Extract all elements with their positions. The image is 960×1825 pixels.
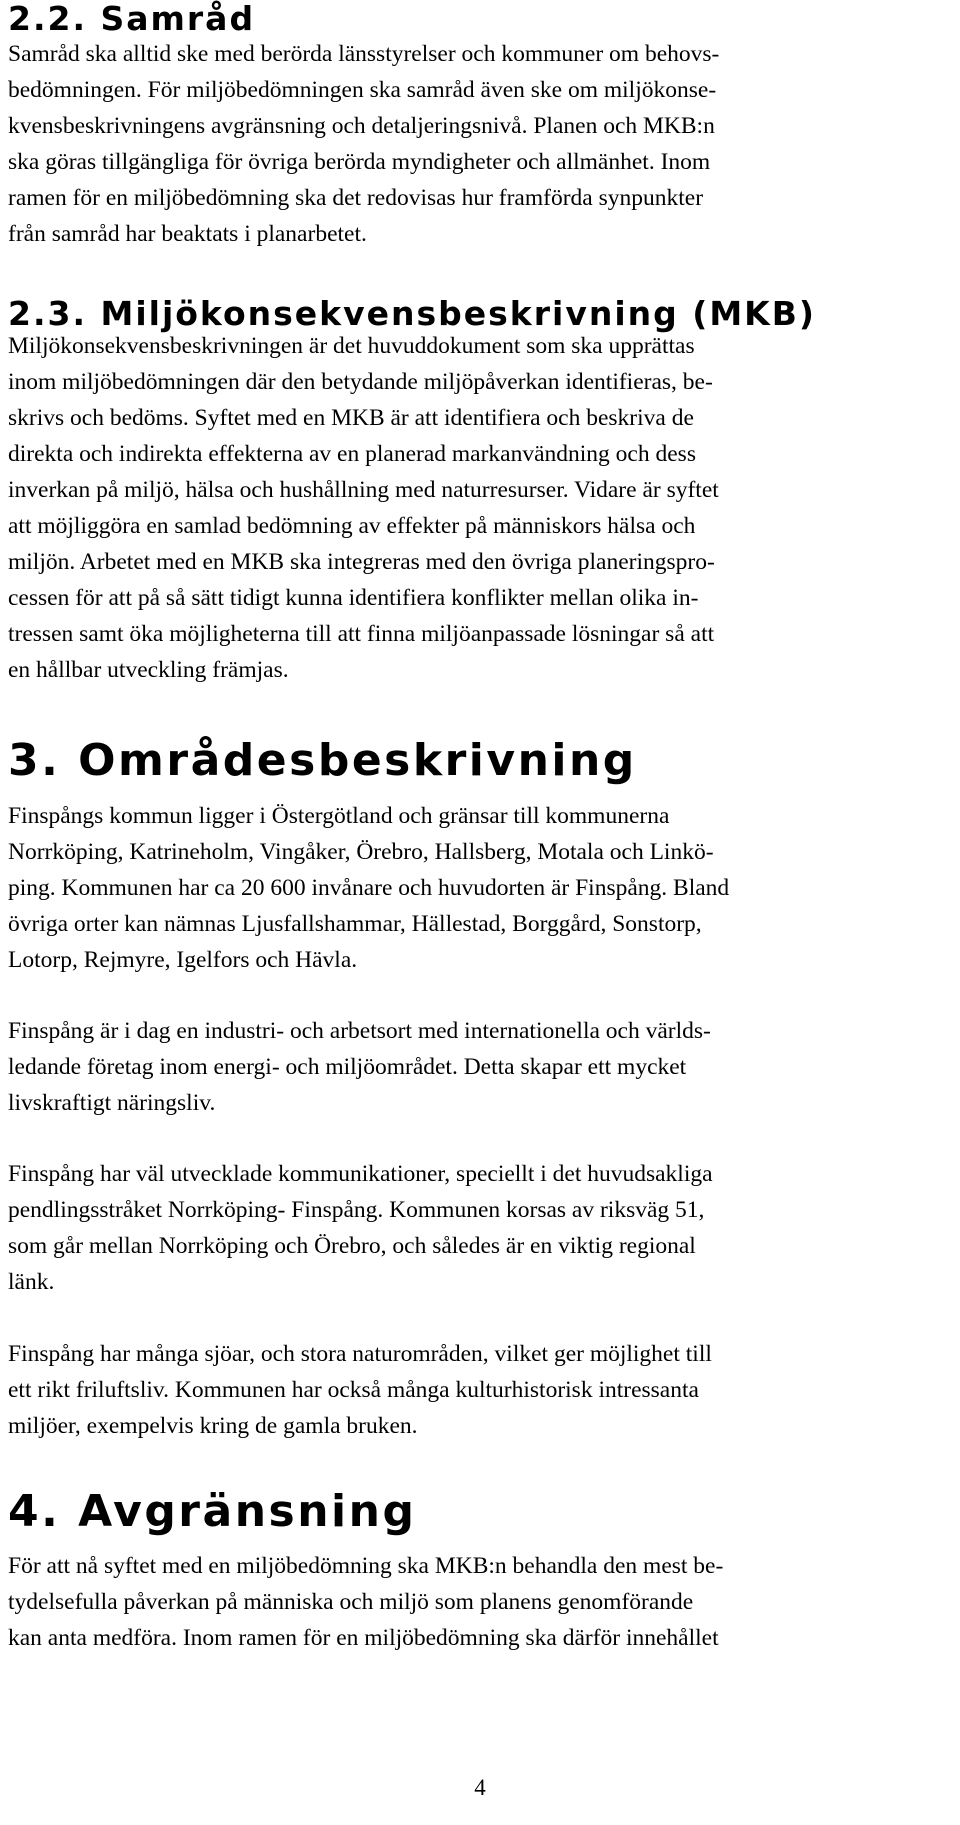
text-line: Finspång har väl utvecklade kommunikationer, speciellt i det huvudsakliga xyxy=(8,1161,713,1187)
text-line: Miljökonsekvensbeskrivningen är det huvuddokument som ska upprättas xyxy=(8,333,695,359)
text-line: inom miljöbedömningen där den betydande miljöpåverkan identifieras, be- xyxy=(8,369,713,395)
text-line: kan anta medföra. Inom ramen för en miljöbedömning ska därför innehållet xyxy=(8,1625,719,1651)
text-line: ledande företag inom energi- och miljöområdet. Detta skapar ett mycket xyxy=(8,1054,687,1080)
text-line: tressen samt öka möjligheterna till att finna miljöanpassade lösningar så att xyxy=(8,621,715,647)
paragraph-kommunikationer xyxy=(8,1156,713,1300)
text-line: cessen för att på så sätt tidigt kunna identifiera konflikter mellan olika in- xyxy=(8,585,699,611)
text-line: Lotorp, Rejmyre, Igelfors och Hävla. xyxy=(8,947,358,973)
text-line: direkta och indirekta effekterna av en planerad markanvändning och dess xyxy=(8,441,696,467)
paragraph-kommun xyxy=(8,798,729,978)
chapter-heading: 3. Områdesbeskrivning xyxy=(8,735,637,786)
text-line: miljöer, exempelvis kring de gamla bruken. xyxy=(8,1413,418,1439)
section-heading: 2.3. Miljökonsekvensbeskrivning (MKB) xyxy=(8,294,816,333)
text-line: ska göras tillgängliga för övriga berörda myndigheter och allmänhet. Inom xyxy=(8,149,711,175)
text-line: tydelsefulla påverkan på människa och miljö som planens genomförande xyxy=(8,1589,694,1615)
text-line: kvensbeskrivningens avgränsning och detaljeringsnivå. Planen och MKB:n xyxy=(8,113,715,139)
text-line: ramen för en miljöbedömning ska det redovisas hur framförda synpunkter xyxy=(8,185,704,211)
text-line: Norrköping, Katrineholm, Vingåker, Örebro, Hallsberg, Motala och Linkö- xyxy=(8,839,714,865)
text-line: från samråd har beaktats i planarbetet. xyxy=(8,221,367,247)
text-line: ping. Kommunen har ca 20 600 invånare och huvudorten är Finspång. Bland xyxy=(8,875,730,901)
text-line: Samråd ska alltid ske med berörda länsstyrelser och kommuner om behovs- xyxy=(8,41,720,67)
paragraph-friluftsliv xyxy=(8,1336,712,1444)
text-line: ett rikt friluftsliv. Kommunen har också många kulturhistorisk intressanta xyxy=(8,1377,699,1403)
text-line: en hållbar utveckling främjas. xyxy=(8,657,289,683)
text-line: Finspångs kommun ligger i Östergötland och gränsar till kommunerna xyxy=(8,803,670,829)
text-line: För att nå syftet med en miljöbedömning ska MKB:n behandla den mest be- xyxy=(8,1553,724,1579)
text-line: att möjliggöra en samlad bedömning av effekter på människors hälsa och xyxy=(8,513,696,539)
paragraph-mkb xyxy=(8,328,719,688)
text-line: bedömningen. För miljöbedömningen ska samråd även ske om miljökonse- xyxy=(8,77,717,103)
text-line: övriga orter kan nämnas Ljusfallshammar, Hällestad, Borggård, Sonstorp, xyxy=(8,911,702,937)
paragraph-avgransning xyxy=(8,1548,723,1656)
section-heading: 2.2. Samråd xyxy=(8,0,256,38)
text-line: länk. xyxy=(8,1269,55,1295)
text-line: skrivs och bedöms. Syftet med en MKB är att identifiera och beskriva de xyxy=(8,405,694,431)
text-line: som går mellan Norrköping och Örebro, och således är en viktig regional xyxy=(8,1233,696,1259)
chapter-heading: 4. Avgränsning xyxy=(8,1486,417,1537)
page-number: 4 xyxy=(474,1775,486,1800)
text-line: livskraftigt näringsliv. xyxy=(8,1090,216,1116)
text-line: inverkan på miljö, hälsa och hushållning med naturresurser. Vidare är syftet xyxy=(8,477,719,503)
text-line: pendlingsstråket Norrköping- Finspång. Kommunen korsas av riksväg 51, xyxy=(8,1197,705,1223)
text-line: miljön. Arbetet med en MKB ska integreras med den övriga planeringspro- xyxy=(8,549,715,575)
text-line: Finspång har många sjöar, och stora naturområden, vilket ger möjlighet till xyxy=(8,1341,712,1367)
paragraph-samrad xyxy=(8,36,719,252)
paragraph-naringsliv xyxy=(8,1013,711,1121)
text-line: Finspång är i dag en industri- och arbetsort med internationella och världs- xyxy=(8,1018,711,1044)
section-2-2 xyxy=(8,0,255,39)
